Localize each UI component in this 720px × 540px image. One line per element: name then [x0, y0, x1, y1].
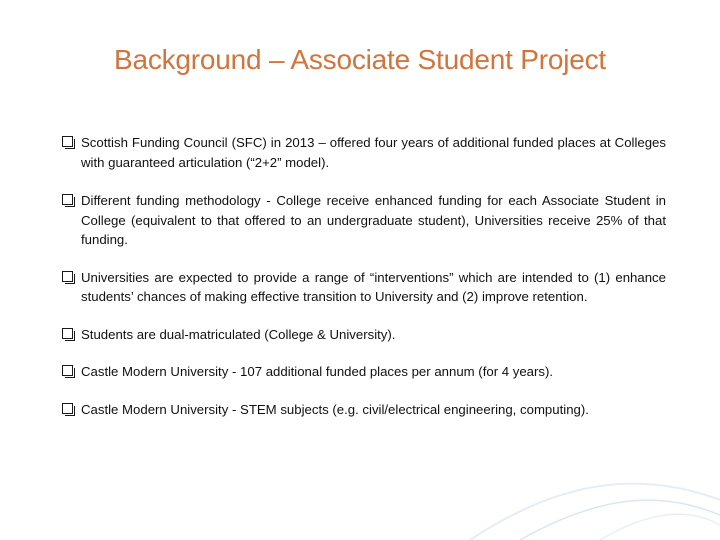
checkbox-bullet-icon [62, 403, 73, 414]
bullet-text: Students are dual-matriculated (College & University). [81, 326, 396, 342]
bullet-item [62, 133, 666, 172]
bullet-item [62, 362, 666, 382]
bullet-item [62, 400, 666, 420]
checkbox-bullet-icon [62, 365, 73, 376]
bullet-item [62, 325, 666, 345]
checkbox-bullet-icon [62, 194, 73, 205]
slide-title: Background – Associate Student Project [113, 44, 607, 75]
checkbox-bullet-icon [62, 328, 73, 339]
bullet-list [62, 133, 666, 437]
checkbox-bullet-icon [62, 271, 73, 282]
bullet-text: Different funding methodology - College receive enhanced funding for each Associate Student in College (equivalent to that offered to an undergraduate student), Universities receive 25% of that funding. [81, 193, 666, 247]
bullet-text: Universities are expected to provide a range of “interventions” which are intended to (1) enhance students’ chances of making effective transition to University and (2) improve retention. [81, 269, 666, 304]
bullet-text: Castle Modern University - STEM subjects (e.g. civil/electrical engineering, computing). [81, 401, 589, 417]
bullet-text: Scottish Funding Council (SFC) in 2013 – offered four years of additional funded places at Colleges with guaranteed articulation (“2+2” model). [81, 135, 666, 170]
checkbox-bullet-icon [62, 136, 73, 147]
bullet-item [62, 191, 666, 250]
bullet-item [62, 268, 666, 307]
bullet-text: Castle Modern University - 107 additional funded places per annum (for 4 years). [81, 364, 554, 379]
